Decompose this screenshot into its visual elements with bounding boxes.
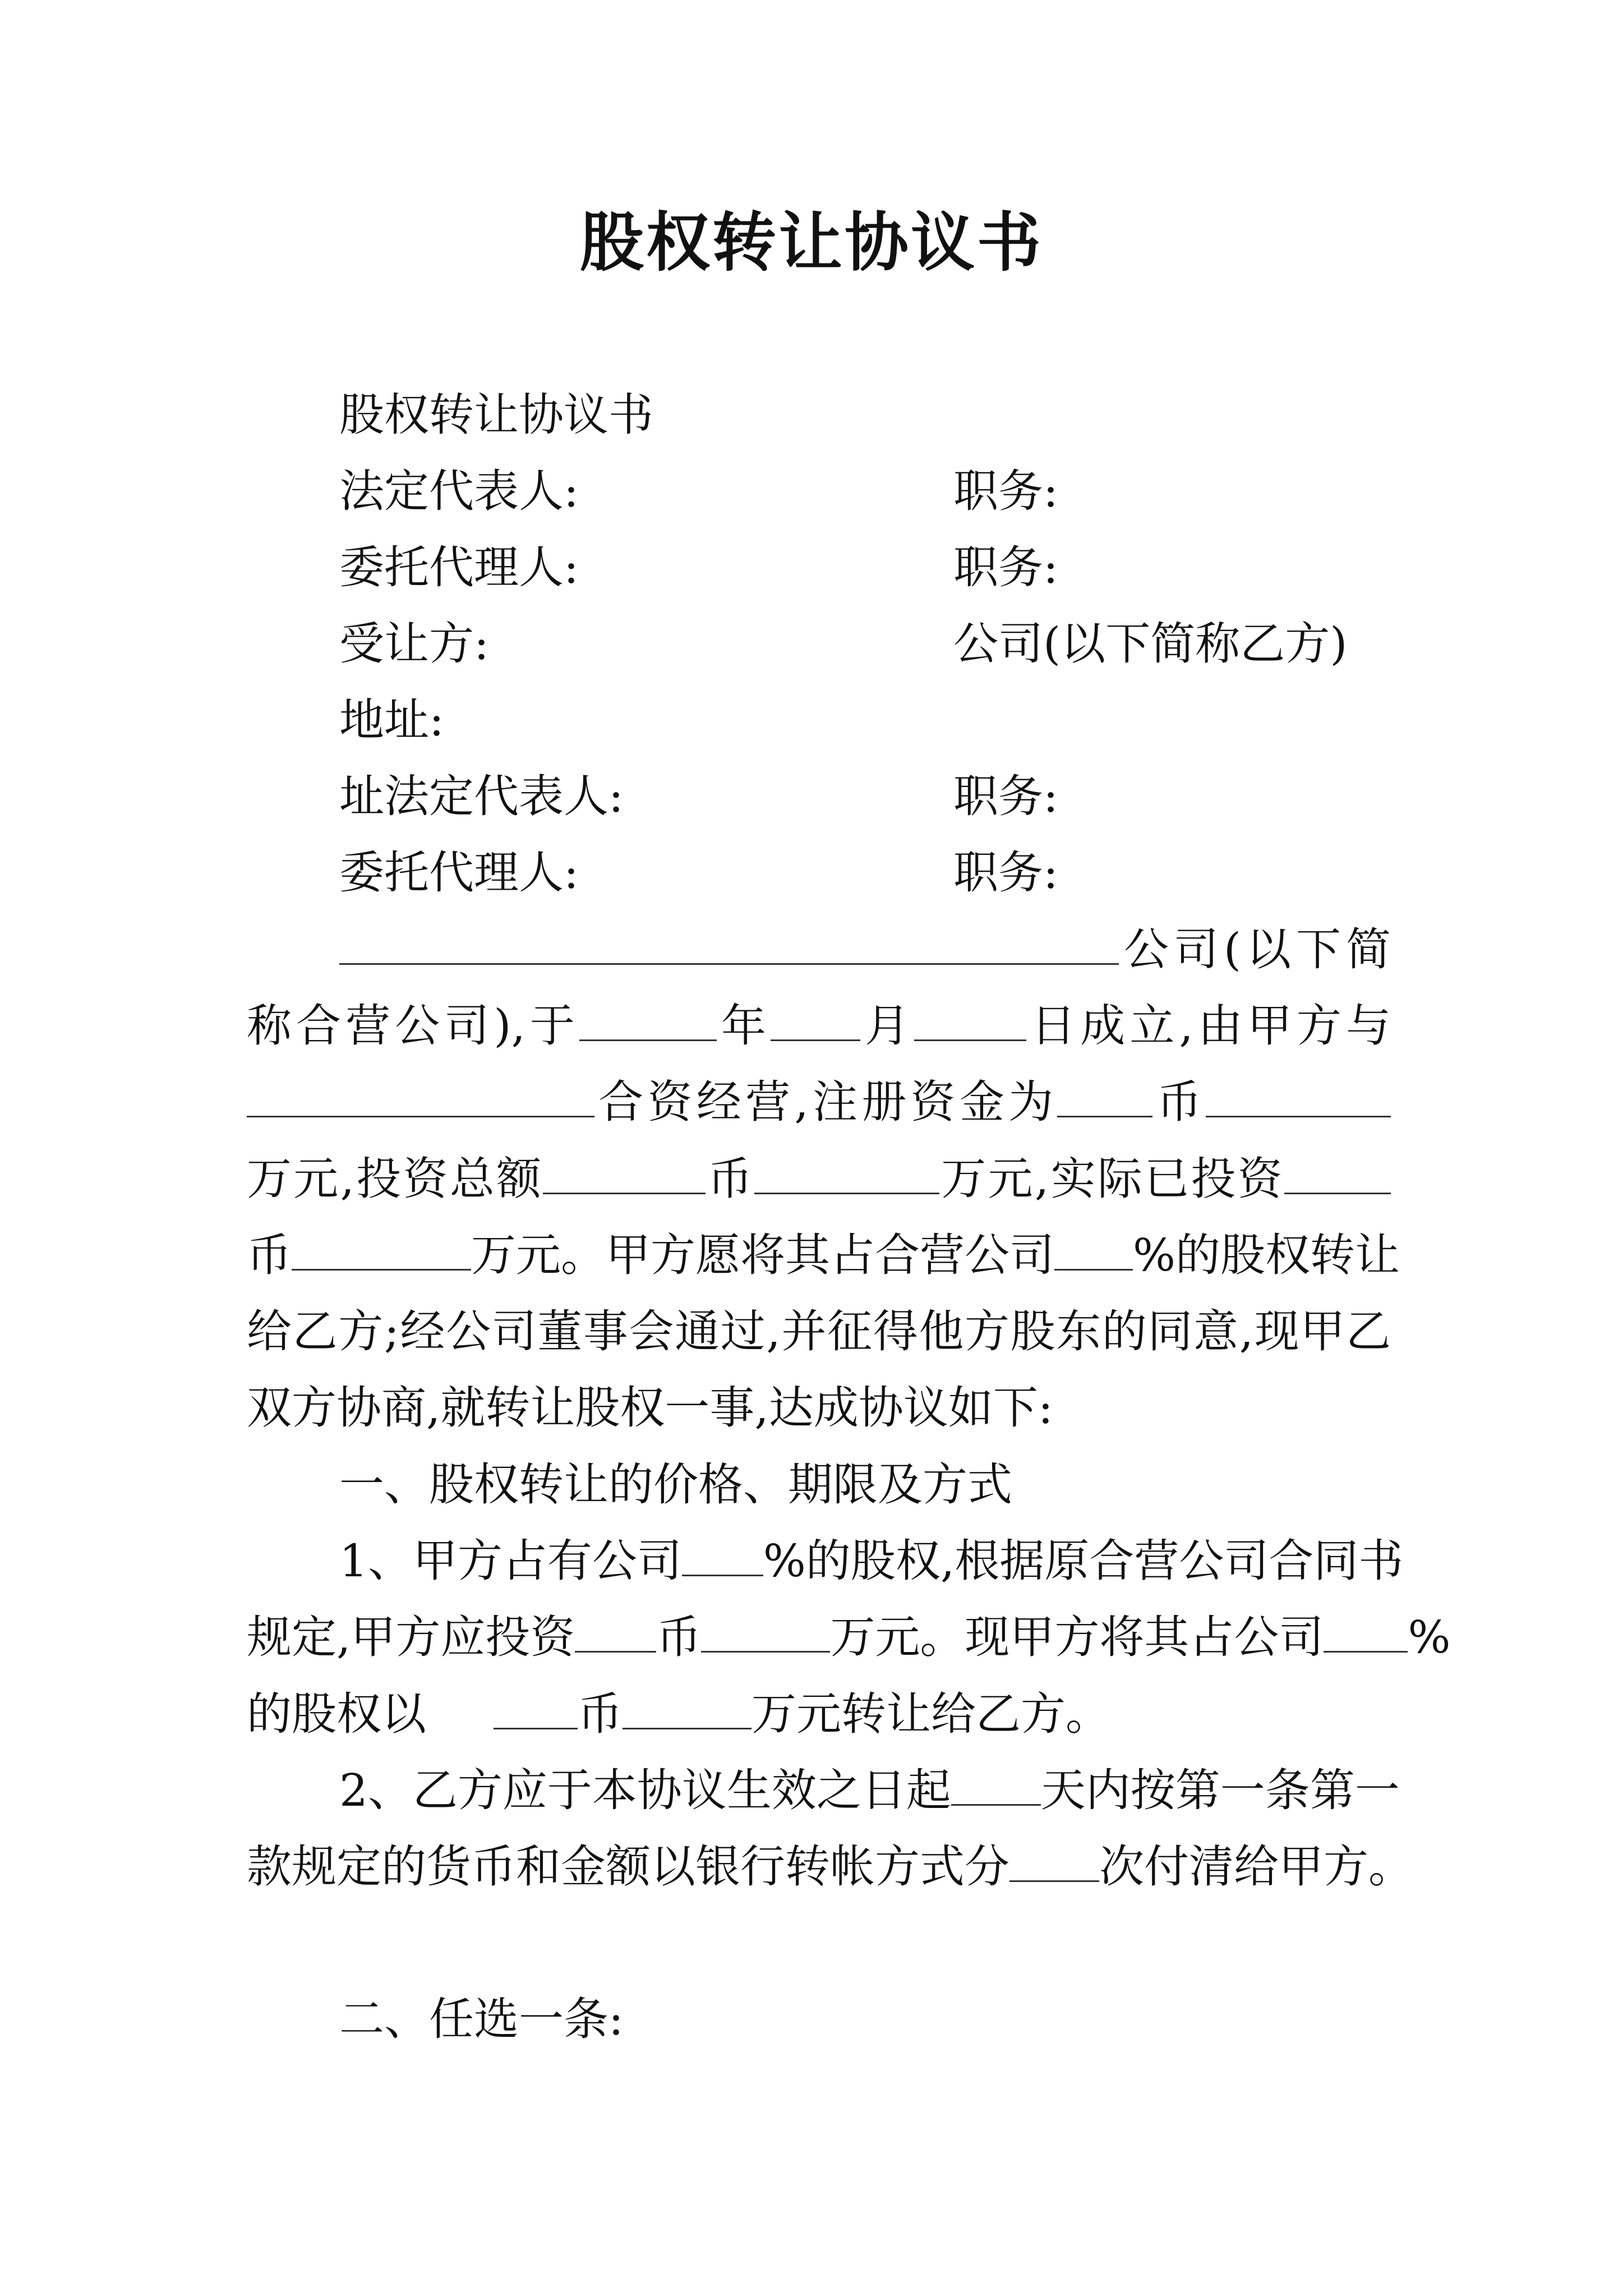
preamble-line-4: 万元,投资总额 币 万元,实际已投资 bbox=[247, 1151, 1391, 1207]
preamble-line-6: 给乙方;经公司董事会通过,并征得他方股东的同意,现甲乙 bbox=[247, 1305, 1391, 1358]
preamble-line-7: 双方协商,就转让股权一事,达成协议如下: bbox=[247, 1382, 1053, 1434]
partner-blank bbox=[247, 1076, 594, 1117]
party-a-agent-position-label: 职务: bbox=[953, 541, 1058, 593]
price-amount-blank bbox=[623, 1688, 751, 1729]
preamble-line-2: 称合营公司),于 年 月 日成立,由甲方与 bbox=[247, 1000, 1391, 1052]
document-subtitle: 股权转让协议书 bbox=[339, 389, 653, 441]
preamble-line-3: 合资经营,注册资金为 币 bbox=[247, 1074, 1391, 1130]
month-blank bbox=[771, 1000, 860, 1041]
actual-investment-amount-blank bbox=[292, 1230, 471, 1271]
held-percent-blank bbox=[682, 1535, 763, 1576]
party-b-address-label: 地址: bbox=[339, 694, 444, 746]
investment-amount-blank bbox=[754, 1153, 939, 1194]
party-b-agent-label: 委托代理人: bbox=[339, 846, 579, 899]
section-1-heading: 一、股权转让的价格、期限及方式 bbox=[339, 1458, 1012, 1511]
investment-currency-blank bbox=[543, 1153, 706, 1194]
party-b-legal-rep-position-label: 职务: bbox=[953, 770, 1058, 822]
document-title: 股权转让协议书 bbox=[579, 205, 1043, 280]
item-1-line-1: 1、甲方占有公司 %的股权,根据原合营公司合同书 bbox=[339, 1535, 1404, 1587]
actual-investment-currency-blank bbox=[1284, 1153, 1391, 1194]
party-a-legal-rep-position-label: 职务: bbox=[953, 465, 1058, 517]
price-currency-blank bbox=[494, 1688, 578, 1729]
registered-currency-blank bbox=[1057, 1076, 1152, 1117]
registered-amount-blank bbox=[1206, 1076, 1391, 1117]
preamble-line-5: 币 万元。甲方愿将其占合营公司 %的股权转让 bbox=[247, 1229, 1400, 1281]
contribution-amount-blank bbox=[701, 1612, 830, 1653]
item-1-line-3: 的股权以 币 万元转让给乙方。 bbox=[247, 1688, 1110, 1740]
year-blank bbox=[579, 1000, 717, 1041]
transfer-percent-item-blank bbox=[1324, 1612, 1408, 1653]
preamble-line-1: 公司(以下简 bbox=[339, 922, 1391, 978]
item-1-line-2: 规定,甲方应投资 币 万元。现甲方将其占公司 % bbox=[247, 1611, 1451, 1663]
party-b-agent-position-label: 职务: bbox=[953, 846, 1058, 899]
party-b-transferee-label: 受让方: bbox=[339, 618, 489, 670]
installments-blank bbox=[1009, 1841, 1099, 1882]
party-a-agent-label: 委托代理人: bbox=[339, 541, 579, 593]
party-b-company-label: 公司(以下简称乙方) bbox=[953, 618, 1348, 670]
contribution-currency-blank bbox=[575, 1612, 656, 1653]
days-blank bbox=[951, 1765, 1041, 1806]
day-blank bbox=[914, 1000, 1026, 1041]
company-name-blank bbox=[339, 924, 1119, 965]
section-2-heading: 二、任选一条: bbox=[339, 1993, 624, 2045]
party-a-legal-rep-label: 法定代表人: bbox=[339, 465, 579, 517]
item-2-line-2: 款规定的货币和金额以银行转帐方式分 次付清给甲方。 bbox=[247, 1841, 1413, 1893]
party-b-legal-rep-label: 址法定代表人: bbox=[339, 770, 624, 822]
item-2-line-1: 2、乙方应于本协议生效之日起 天内按第一条第一 bbox=[339, 1764, 1400, 1816]
transfer-percent-blank bbox=[1054, 1230, 1133, 1271]
